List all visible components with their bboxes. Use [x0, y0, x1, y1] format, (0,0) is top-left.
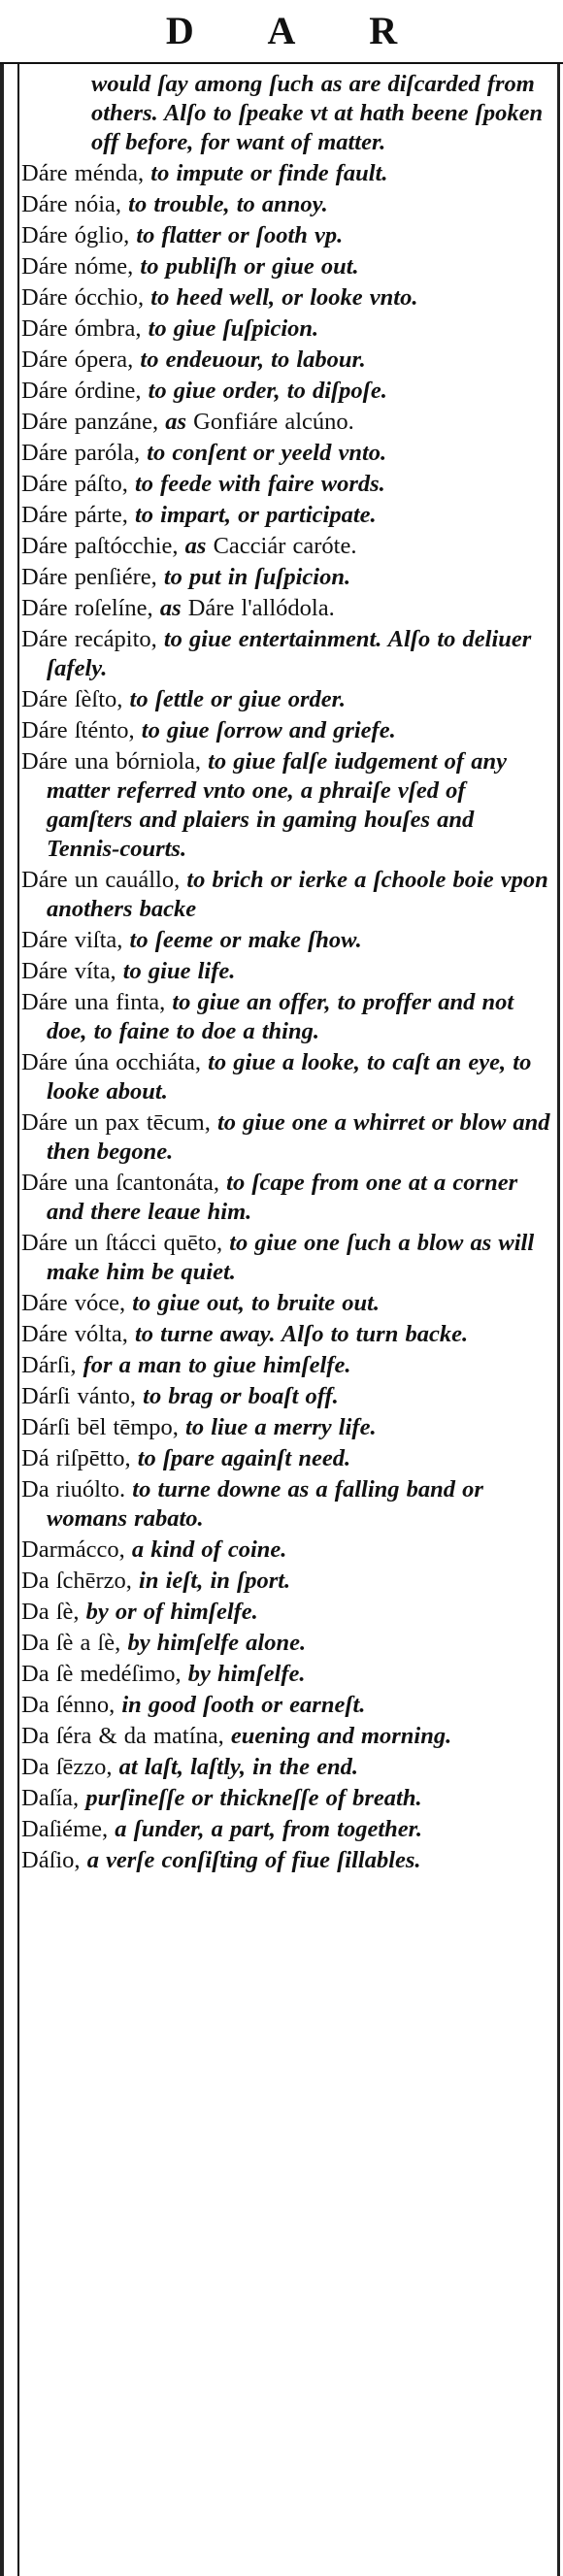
dictionary-entry [21, 501, 553, 530]
dictionary-entry [21, 190, 553, 219]
entry-definition: a ſunder, a part, from together. [115, 1816, 422, 1842]
dictionary-entry [21, 470, 553, 499]
entry-definition: to liue a merry life. [185, 1414, 377, 1440]
dictionary-entry [21, 314, 553, 344]
entry-headword: Dáre penſiére, [21, 564, 157, 590]
entry-headword: Dáre una ſcantonáta, [21, 1170, 220, 1196]
dictionary-entry [21, 685, 553, 714]
entry-headword: Dáre vóce, [21, 1290, 126, 1316]
entry-definition: purſineſſe or thickneſſe of breath. [85, 1785, 422, 1811]
entry-headword: Dáre páſto, [21, 471, 128, 497]
dictionary-entry [21, 1784, 553, 1813]
entry-definition: to turne downe as a falling band or womans rabato. [47, 1476, 483, 1532]
entry-definition: to giue ſuſpicion. [148, 315, 319, 342]
entry-headword: Dáre nóme, [21, 253, 134, 280]
entry-definition: to endeuour, to labour. [140, 347, 366, 373]
entry-headword: Daſiéme, [21, 1816, 109, 1842]
header-rule [0, 62, 563, 64]
entry-headword: Da ſéra & da matína, [21, 1723, 224, 1749]
entry-definition: in ieſt, in ſport. [139, 1568, 291, 1594]
dictionary-entry [21, 1048, 553, 1106]
entry-definition: as [165, 409, 187, 435]
entry-headword: Dáre ócchio, [21, 284, 145, 311]
entry-headword: Dá riſpētto, [21, 1445, 131, 1471]
entry-headword: Dáre óglio, [21, 222, 130, 248]
entry-headword: Dárſi, [21, 1352, 77, 1378]
dictionary-entry [21, 439, 553, 468]
entry-definition: to giue order, to diſpoſe. [148, 378, 387, 404]
dictionary-entry [21, 1413, 553, 1442]
entry-headword: Dáre ópera, [21, 347, 134, 373]
entry-headword: Dáſio, [21, 1847, 81, 1873]
entry-definition: to ſpare againſt need. [137, 1445, 351, 1471]
entry-headword: Da ſè, [21, 1599, 80, 1625]
dictionary-entry [21, 159, 553, 188]
entry-headword: Da ſchērzo, [21, 1568, 132, 1594]
dictionary-column [21, 70, 553, 2570]
entry-headword: Da ſè a ſè, [21, 1630, 121, 1656]
dictionary-entry [21, 252, 553, 281]
entry-definition: at laſt, laſtly, in the end. [118, 1754, 358, 1780]
dictionary-entry [21, 866, 553, 924]
entry-headword: Dáre víta, [21, 958, 116, 984]
entry-headword: Dáre panzáne, [21, 409, 159, 435]
entry-headword: Dáre viſta, [21, 927, 123, 953]
entry-definition: to impart, or participate. [134, 502, 377, 528]
dictionary-entry [21, 1351, 553, 1380]
dictionary-entry [21, 625, 553, 683]
dictionary-entry [21, 1475, 553, 1534]
entry-definition: to feede with faire words. [134, 471, 385, 497]
entry-definition: to giue entertainment. Alſo to deliuer ſafely. [47, 626, 532, 681]
dictionary-entry [21, 957, 553, 986]
entry-cross-reference: Dáre l'allódola. [187, 595, 335, 621]
entry-list [21, 159, 553, 1875]
dictionary-entry [21, 716, 553, 745]
entry-headword: Dáre paróla, [21, 440, 141, 466]
dictionary-entry [21, 988, 553, 1046]
entry-definition: as [159, 595, 182, 621]
dictionary-entry [21, 563, 553, 592]
entry-definition: to put in ſuſpicion. [163, 564, 351, 590]
entry-definition: to giue a looke, to caſt an eye, to looke about. [47, 1049, 532, 1105]
dictionary-entry [21, 1629, 553, 1658]
dictionary-entry [21, 1536, 553, 1565]
entry-headword: Dáre nóia, [21, 191, 122, 217]
entry-definition: to brich or ierke a ſchoole boie vpon anothers backe [47, 867, 548, 922]
entry-headword: Dáre una bórniola, [21, 748, 201, 775]
entry-definition: to impute or finde fault. [150, 160, 388, 186]
entry-definition: in good ſooth or earneſt. [121, 1692, 366, 1718]
entry-definition: to giue one ſuch a blow as will make him be quiet. [47, 1230, 535, 1285]
dictionary-entry [21, 1169, 553, 1227]
entry-definition: to giue falſe iudgement of any matter referred vnto one, a phraiſe vſed of gamſters and plaiers in gaming houſes and Tennis-courts. [47, 748, 507, 862]
dictionary-entry [21, 1722, 553, 1751]
entry-definition: by himſelfe. [187, 1661, 306, 1687]
entry-definition: to giue ſorrow and griefe. [141, 717, 396, 743]
entry-headword: Dáre ſténto, [21, 717, 135, 743]
entry-headword: Dáre una finta, [21, 989, 166, 1015]
entry-headword: Da ſénno, [21, 1692, 116, 1718]
entry-headword: Da ſēzzo, [21, 1754, 113, 1780]
entry-headword: Dáre un pax tēcum, [21, 1109, 211, 1136]
dictionary-entry [21, 377, 553, 406]
dictionary-entry [21, 1753, 553, 1782]
column-rule [17, 64, 19, 2576]
dictionary-entry [21, 1320, 553, 1349]
entry-definition: to conſent or yeeld vnto. [147, 440, 387, 466]
dictionary-entry [21, 594, 553, 623]
entry-headword: Da ſè medéſimo, [21, 1661, 182, 1687]
entry-cross-reference: Cacciár caróte. [213, 533, 357, 559]
entry-definition: by himſelfe alone. [127, 1630, 307, 1656]
entry-headword: Dárſi vánto, [21, 1383, 137, 1409]
dictionary-entry [21, 1444, 553, 1473]
entry-headword: Darmácco, [21, 1536, 125, 1563]
entry-headword: Dáre párte, [21, 502, 128, 528]
entry-definition: to ſeeme or make ſhow. [129, 927, 362, 953]
entry-definition: to turne away. Alſo to turn backe. [134, 1321, 469, 1347]
entry-definition: by or of himſelfe. [85, 1599, 258, 1625]
entry-headword: Dáre un ſtácci quēto, [21, 1230, 223, 1256]
entry-headword: Da riuólto. [21, 1476, 126, 1503]
dictionary-entry [21, 221, 553, 250]
dictionary-entry [21, 747, 553, 864]
entry-headword: Dáre ménda, [21, 160, 145, 186]
page-header [0, 0, 563, 66]
entry-definition: a kind of coine. [131, 1536, 287, 1563]
dictionary-entry [21, 1229, 553, 1287]
entry-headword: Dáre úna occhiáta, [21, 1049, 201, 1075]
entry-definition: to giue an offer, to proffer and not doe, to faine to doe a thing. [47, 989, 514, 1044]
dictionary-entry [21, 532, 553, 561]
dictionary-entry [21, 1846, 553, 1875]
entry-definition: to giue one a whirret or blow and then begone. [47, 1109, 550, 1165]
left-edge-rule [0, 64, 4, 2576]
entry-cross-reference: Gonfiáre alcúno. [193, 409, 354, 435]
entry-headword: Dáre vólta, [21, 1321, 128, 1347]
continuation-text: would ſay among ſuch as are diſcarded from others. Alſo to ſpeake vt at hath beene ſpoken off before, for want of matter. [91, 71, 544, 155]
dictionary-entry [21, 1815, 553, 1844]
entry-headword: Dárſi bēl tēmpo, [21, 1414, 179, 1440]
entry-headword: Dáre roſelíne, [21, 595, 153, 621]
dictionary-entry [21, 1382, 553, 1411]
entry-definition: euening and morning. [230, 1723, 452, 1749]
entry-definition: to heed well, or looke vnto. [150, 284, 418, 311]
entry-headword: Dáre recápito, [21, 626, 157, 652]
entry-definition: as [184, 533, 207, 559]
dictionary-entry [21, 1691, 553, 1720]
dictionary-entry [21, 1289, 553, 1318]
entry-headword: Dáre un cauállo, [21, 867, 181, 893]
entry-definition: to giue life. [122, 958, 236, 984]
entry-headword: Daſía, [21, 1785, 80, 1811]
dictionary-entry [21, 1660, 553, 1689]
entry-definition: to ſcape from one at a corner and there leaue him. [47, 1170, 518, 1225]
entry-definition: to giue out, to bruite out. [132, 1290, 381, 1316]
entry-headword: Dáre ómbra, [21, 315, 142, 342]
dictionary-entry [21, 1567, 553, 1596]
dictionary-entry [21, 926, 553, 955]
dictionary-entry [21, 408, 553, 437]
right-edge-rule [557, 64, 560, 2576]
entry-definition: for a man to giue himſelfe. [83, 1352, 351, 1378]
entry-definition: to flatter or ſooth vp. [136, 222, 344, 248]
entry-definition: to brag or boaſt off. [143, 1383, 339, 1409]
dictionary-entry [21, 1598, 553, 1627]
dictionary-entry [21, 346, 553, 375]
dictionary-entry [21, 1108, 553, 1167]
entry-headword: Dáre ſèſto, [21, 686, 123, 712]
entry-headword: Dáre paſtócchie, [21, 533, 179, 559]
entry-definition: to publiſh or giue out. [140, 253, 359, 280]
running-head: D A R [165, 9, 431, 52]
dictionary-entry [21, 283, 553, 313]
entry-definition: to ſettle or giue order. [129, 686, 346, 712]
entry-headword: Dáre órdine, [21, 378, 142, 404]
entry-definition: to trouble, to annoy. [128, 191, 328, 217]
entry-definition: a verſe conſiſting of fiue ſillables. [86, 1847, 421, 1873]
